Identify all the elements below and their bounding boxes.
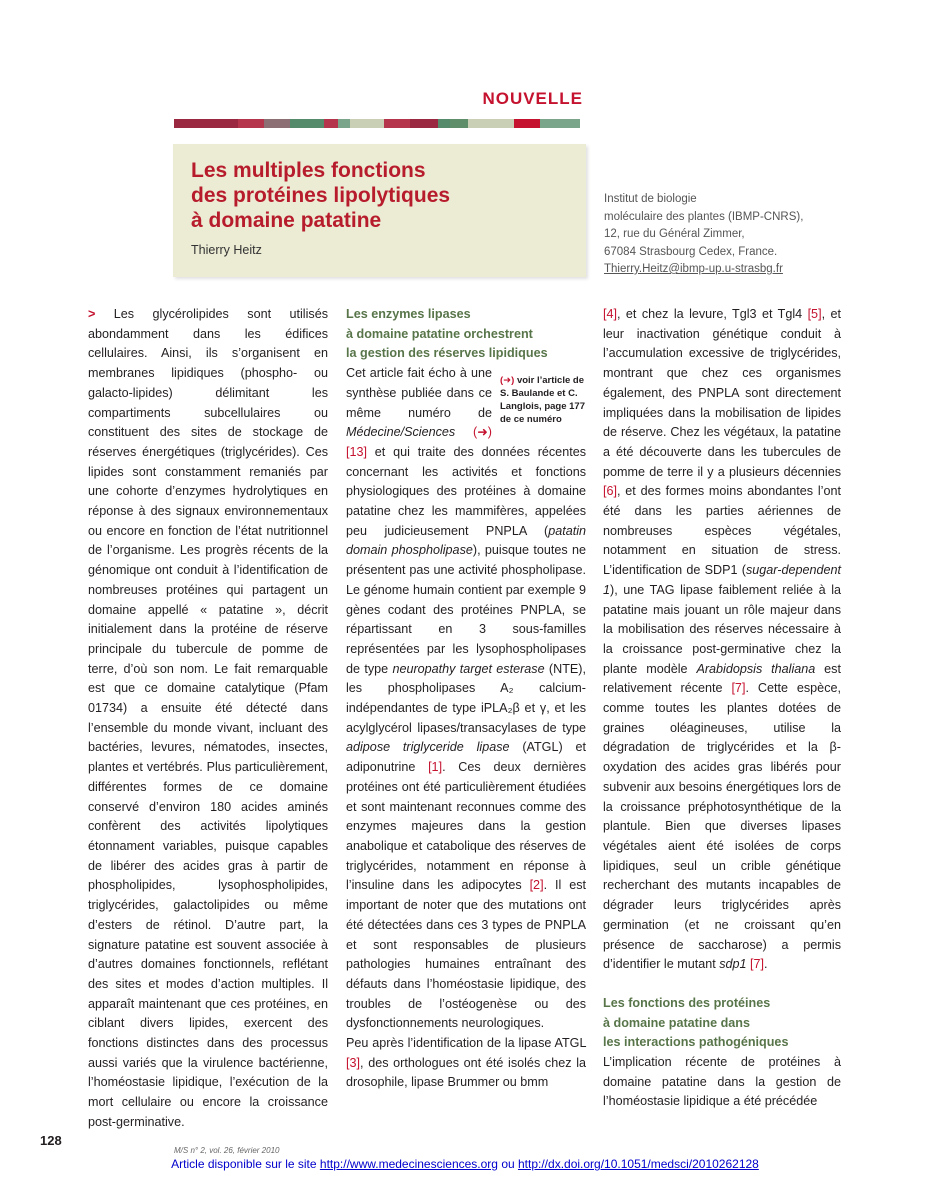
- cross-reference-text: voir l’article de S. Baulande et C. Langlois, page 177 de ce numéro: [500, 375, 585, 426]
- stripe-segment: [290, 119, 324, 128]
- heading-line: la gestion des réserves lipidiques: [346, 346, 548, 361]
- decorative-color-stripe: [174, 119, 586, 128]
- stripe-segment: [410, 119, 438, 128]
- stripe-segment: [514, 119, 540, 128]
- affiliation-line: moléculaire des plantes (IBMP-CNRS),: [604, 210, 804, 223]
- citation-link[interactable]: [7]: [750, 957, 765, 972]
- paragraph-marker-icon: >: [88, 307, 96, 321]
- affiliation-line: Institut de biologie: [604, 193, 697, 205]
- margin-cross-reference: [500, 374, 586, 426]
- heading-line: Les enzymes lipases: [346, 307, 471, 321]
- journal-reference: M/S n° 2, vol. 26, février 2010: [174, 1146, 280, 1155]
- stripe-segment: [238, 119, 264, 128]
- author-email-link[interactable]: Thierry.Heitz@ibmp-up.u-strasbg.fr: [604, 263, 783, 275]
- affiliation-line: 67084 Strasbourg Cedex, France.: [604, 245, 778, 258]
- stripe-segment: [384, 119, 410, 128]
- arrow-icon: (➜): [500, 375, 515, 387]
- citation-link[interactable]: [2]: [529, 878, 544, 893]
- citation-link[interactable]: [5]: [807, 307, 822, 321]
- paragraph: [88, 305, 328, 1133]
- stripe-segment: [212, 119, 238, 128]
- author-affiliation: [604, 191, 803, 279]
- title-box: [173, 144, 586, 277]
- body-column-1: [88, 305, 328, 1133]
- paragraph: L’implication récente de protéines à domaine patatine dans la gestion de l’homéostasie lipidique a été précédée: [603, 1055, 841, 1109]
- affiliation-line: 12, rue du Général Zimmer,: [604, 228, 745, 240]
- stripe-segment: [174, 119, 212, 128]
- section-label: NOUVELLE: [482, 89, 583, 108]
- page-number: 128: [40, 1133, 62, 1148]
- citation-link[interactable]: [6]: [603, 484, 618, 499]
- citation-link[interactable]: [4]: [603, 307, 618, 321]
- arrow-icon: (➜): [473, 425, 492, 440]
- heading-line: à domaine patatine orchestrent: [346, 326, 533, 341]
- stripe-segment: [324, 119, 338, 128]
- stripe-segment: [468, 119, 514, 128]
- section-heading-1: [346, 305, 586, 364]
- stripe-segment: [438, 119, 450, 128]
- availability-footer: Article disponible sur le site http://www.medecinesciences.org ou http://dx.doi.org/10.1051/medsci/2010262128: [171, 1157, 759, 1171]
- paragraph: Cet article fait écho à une synthèse publiée dans ce même numéro de Médecine/Sciences (➜) [13] et qui traite des données récentes concernant les activités et fonctions physiologiques des protéines à domaine patatine chez les mammifères, appelées peu judicieusement PNPLA (patatin domain phospholipase), puisque toutes ne présentent pas une activité phospholipase. Le génome humain contient par exemple 9 gènes codant des protéines PNPLA, se répartissant en 3 sous-familles représentées par les lysophospholipases de type neuropathy target esterase (NTE), les phospholipases A₂ calcium-indépendantes de type iPLA₂β et γ, et les acylglycérol lipases/transacylases de type adipose triglyceride lipase (ATGL) et adiponutrine [1]. Ces deux dernières protéines ont été particulièrement étudiées et sont maintenant reconnues comme des enzymes majeures dans la gestion anabolique et catabolique des réserves de triglycérides, notamment en réponse à l’insuline dans les adipocytes [2]. Il est important de noter que des mutations ont été détectées dans ces 3 types de PNPLA et sont responsables de plusieurs pathologies humaines entraînant des défauts dans l’homéostasie lipidique, des troubles de l’ostéogenèse ou des dysfonctionnements neurologiques.: [346, 366, 587, 1031]
- paragraph-text: Les glycérolipides sont utilisés abondamment dans les édifices cellulaires. Ainsi, ils s’organisent en membranes lipidiques (phospho- ou galacto-lipides) délimitant les compartiments subcellulaires ou constituent des sites de stockage de réserves énergétiques (triglycérides). Ces lipides sont constamment remaniés par une cohorte d’enzymes hydrolytiques en réponse à des signaux environnementaux ou encore en fonction de l’état nutritionnel de l’organisme. Les progrès récents de la génomique ont conduit à l’identification de nombreuses protéines qui partagent un domaine appellé « patatine », décrit initialement dans la protéine de réserve principale du tubercule de pomme de terre, d’où son nom. Le fait remarquable est que ce domaine catalytique (Pfam 01734) a ensuite été détecté dans l’ensemble du monde vivant, incluant des bactéries, levures, nématodes, insectes, plantes et vertébrés. Plus particulièrement, différentes formes de ce domaine conservé d’environ 180 acides aminés confèrent des activités lipolytiques étonnament variables, puisque capables de libérer des acides gras à partir de phospholipides, lysophospholipides, triglycérides, galactolipides ou même d’esters de rétinol. D’autre part, la signature patatine est souvent associée à d’autres domaines fonctionnels, reflétant des sites et modes d’action multiples. Il apparaît maintenant que ces protéines, en ciblant divers lipides, exercent des fonctions distinctes dans des processus aussi variés que la virulence bactérienne, l’homéostasie lipidique, l’exécution de la mort cellulaire ou encore la croissance post-germinative.: [88, 307, 328, 1129]
- article-title-line: Les multiples fonctions: [191, 159, 426, 182]
- heading-line: Les fonctions des protéines: [603, 995, 771, 1010]
- stripe-segment: [338, 119, 350, 128]
- stripe-segment: [450, 119, 468, 128]
- paragraph-continued: [4], et chez la levure, Tgl3 et Tgl4 [5], et leur inactivation génétique conduit à l’accumulation excessive de triglycérides, montrant que chez ces organismes également, des PNPLA sont directement impliquées dans la mobilisation de lipides de réserve. Chez les végétaux, la patatine a été découverte dans les tubercules de pomme de terre il y a plusieurs décennies [6], et des formes moins abondantes l’ont été dans les parties aériennes de nombreuses espèces végétales, notamment en situation de stress. L’identification de SDP1 (sugar-dependent 1), une TAG lipase faiblement reliée à la patatine mais jouant un rôle majeur dans la mobilisation des réserves nécessaire à la croissance post-germinative chez la plante modèle Arabidopsis thaliana est relativement récente [7]. Cette espèce, comme toutes les plantes dotées de graines oléagineuses, utilise la dégradation de triglycérides et la β-oxydation des acides gras libérés pour subvenir aux besoins énergétiques lors de la croissance préphotosynthétique de la plantule. Bien que diverses lipases végétales aient été isolées de corps lipidiques, seul un crible génétique recherchant des mutants incapables de dégrader leurs triglycérides après germination (et ne croissant qu’en présence de saccharose) a permis d’identifier le mutant sdp1 [7].: [603, 307, 841, 972]
- article-title-line: à domaine patatine: [191, 209, 382, 232]
- stripe-segment: [264, 119, 290, 128]
- article-title-line: des protéines lipolytiques: [191, 184, 451, 207]
- article-author: Thierry Heitz: [191, 243, 262, 257]
- body-column-2: [346, 305, 586, 1093]
- citation-link[interactable]: [1]: [428, 760, 443, 775]
- citation-link[interactable]: [7]: [731, 681, 746, 696]
- body-column-3: [603, 305, 841, 1112]
- paragraph-start: Peu après l’identification de la lipase ATGL [3], des orthologues ont été isolés chez la drosophile, lipase Brummer ou bmm: [346, 1036, 586, 1090]
- heading-line: à domaine patatine dans: [603, 1015, 750, 1030]
- doi-link[interactable]: http://dx.doi.org/10.1051/medsci/2010262128: [518, 1157, 759, 1171]
- site-link[interactable]: http://www.medecinesciences.org: [319, 1157, 498, 1171]
- citation-link[interactable]: [3]: [346, 1055, 361, 1070]
- stripe-segment: [350, 119, 384, 128]
- heading-line: les interactions pathogéniques: [603, 1035, 789, 1050]
- section-heading-2: [603, 994, 841, 1053]
- stripe-segment: [540, 119, 580, 128]
- article-title: [191, 158, 450, 233]
- citation-link[interactable]: [13]: [346, 444, 368, 459]
